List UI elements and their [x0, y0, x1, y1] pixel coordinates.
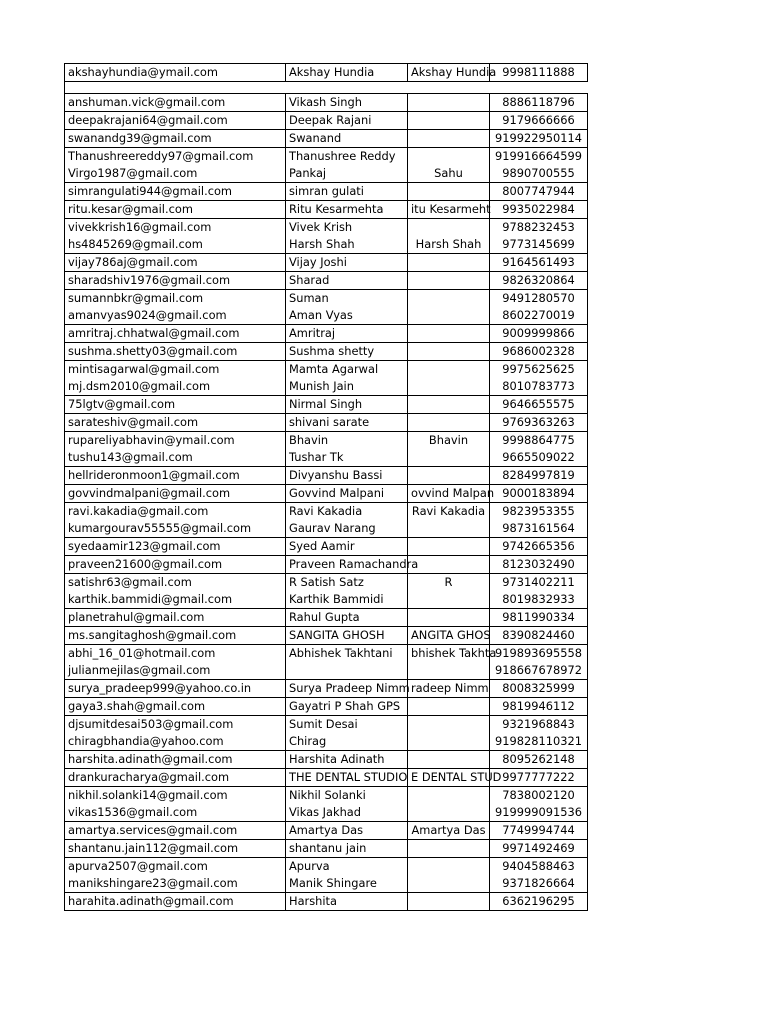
table-row — [65, 556, 588, 574]
name-cell[interactable]: Akshay Hundia — [286, 64, 408, 82]
name-cell[interactable] — [286, 662, 408, 680]
email-cell[interactable]: sushma.shetty03@gmail.com — [65, 343, 286, 361]
email-cell[interactable]: sarateshiv@gmail.com — [65, 414, 286, 432]
table-row — [65, 751, 588, 769]
phone-cell[interactable]: 9321968843 — [490, 716, 588, 734]
table-row — [65, 538, 588, 556]
alt-name-cell[interactable] — [408, 520, 490, 538]
phone-cell[interactable]: 918667678972 — [490, 662, 588, 680]
table-row — [65, 325, 588, 343]
phone-cell[interactable]: 9665509022 — [490, 449, 588, 467]
name-cell[interactable]: Ravi Kakadia — [286, 503, 408, 521]
alt-name-cell[interactable] — [408, 272, 490, 290]
email-cell[interactable]: amritraj.chhatwal@gmail.com — [65, 325, 286, 343]
alt-name-cell[interactable]: itu Kesarmeht — [408, 201, 490, 219]
name-cell[interactable]: Surya Pradeep Nimm — [286, 680, 408, 698]
table-row — [65, 503, 588, 521]
email-cell[interactable]: praveen21600@gmail.com — [65, 556, 286, 574]
table-row — [65, 183, 588, 201]
phone-cell[interactable]: 8010783773 — [490, 378, 588, 396]
alt-name-cell[interactable] — [408, 840, 490, 858]
name-cell[interactable]: Harshita Adinath — [286, 751, 408, 769]
alt-name-cell[interactable] — [408, 467, 490, 485]
phone-cell[interactable]: 9873161564 — [490, 520, 588, 538]
alt-name-cell[interactable] — [408, 325, 490, 343]
name-cell[interactable]: Abhishek Takhtani — [286, 645, 408, 663]
alt-name-cell[interactable] — [408, 112, 490, 130]
email-cell[interactable]: drankuracharya@gmail.com — [65, 769, 286, 787]
phone-cell[interactable]: 8019832933 — [490, 591, 588, 609]
table-row — [65, 272, 588, 290]
table-row — [65, 662, 588, 680]
alt-name-cell[interactable]: Harsh Shah — [408, 236, 490, 254]
alt-name-cell[interactable]: E DENTAL STUD — [408, 769, 490, 787]
alt-name-cell[interactable] — [408, 307, 490, 325]
phone-cell[interactable]: 9646655575 — [490, 396, 588, 414]
alt-name-cell[interactable]: radeep Nimm — [408, 680, 490, 698]
table-row — [65, 787, 588, 805]
alt-name-cell[interactable] — [408, 130, 490, 148]
alt-name-cell[interactable] — [408, 148, 490, 166]
name-cell[interactable]: Munish Jain — [286, 378, 408, 396]
email-cell[interactable]: amartya.services@gmail.com — [65, 822, 286, 840]
table-row — [65, 307, 588, 325]
alt-name-cell[interactable] — [408, 556, 490, 574]
phone-cell[interactable]: 9935022984 — [490, 201, 588, 219]
phone-cell[interactable]: 9773145699 — [490, 236, 588, 254]
table-row — [65, 290, 588, 308]
name-cell[interactable]: Manik Shingare — [286, 875, 408, 893]
table-row — [65, 716, 588, 734]
name-cell[interactable]: Sumit Desai — [286, 716, 408, 734]
phone-cell[interactable]: 8602270019 — [490, 307, 588, 325]
spreadsheet — [64, 63, 587, 911]
email-cell[interactable]: mintisagarwal@gmail.com — [65, 361, 286, 379]
phone-cell[interactable]: 8095262148 — [490, 751, 588, 769]
email-cell[interactable]: surya_pradeep999@yahoo.co.in — [65, 680, 286, 698]
phone-cell[interactable]: 7749994744 — [490, 822, 588, 840]
alt-name-cell[interactable] — [408, 343, 490, 361]
phone-cell[interactable]: 9742665356 — [490, 538, 588, 556]
name-cell[interactable]: Mamta Agarwal — [286, 361, 408, 379]
contacts-table — [64, 63, 588, 911]
table-row — [65, 343, 588, 361]
table-row — [65, 485, 588, 503]
table-row — [65, 574, 588, 592]
table-row — [65, 680, 588, 698]
name-cell[interactable]: Swanand — [286, 130, 408, 148]
phone-cell[interactable]: 9811990334 — [490, 609, 588, 627]
blank-row — [65, 82, 588, 94]
email-cell[interactable]: apurva2507@gmail.com — [65, 858, 286, 876]
name-cell[interactable]: Harshita — [286, 893, 408, 911]
phone-cell[interactable]: 9404588463 — [490, 858, 588, 876]
alt-name-cell[interactable]: Bhavin — [408, 432, 490, 450]
email-cell[interactable]: swanandg39@gmail.com — [65, 130, 286, 148]
table-row — [65, 822, 588, 840]
table-row — [65, 858, 588, 876]
phone-cell[interactable]: 9686002328 — [490, 343, 588, 361]
email-cell[interactable]: harahita.adinath@gmail.com — [65, 893, 286, 911]
email-cell[interactable]: rupareliyabhavin@ymail.com — [65, 432, 286, 450]
table-row — [65, 520, 588, 538]
table-row — [65, 361, 588, 379]
email-cell[interactable]: karthik.bammidi@gmail.com — [65, 591, 286, 609]
alt-name-cell[interactable] — [408, 378, 490, 396]
name-cell[interactable]: Gaurav Narang — [286, 520, 408, 538]
name-cell[interactable]: Amritraj — [286, 325, 408, 343]
email-cell[interactable]: harshita.adinath@gmail.com — [65, 751, 286, 769]
phone-cell[interactable]: 8390824460 — [490, 627, 588, 645]
alt-name-cell[interactable] — [408, 538, 490, 556]
name-cell[interactable]: Sushma shetty — [286, 343, 408, 361]
name-cell[interactable]: Amartya Das — [286, 822, 408, 840]
phone-cell[interactable]: 919922950114 — [490, 130, 588, 148]
alt-name-cell[interactable] — [408, 219, 490, 237]
name-cell[interactable]: Vivek Krish — [286, 219, 408, 237]
name-cell[interactable]: Bhavin — [286, 432, 408, 450]
alt-name-cell[interactable]: Ravi Kakadia — [408, 503, 490, 521]
name-cell[interactable]: Rahul Gupta — [286, 609, 408, 627]
name-cell[interactable]: Pankaj — [286, 165, 408, 183]
phone-cell[interactable]: 7838002120 — [490, 787, 588, 805]
table-row — [65, 201, 588, 219]
email-cell[interactable]: nikhil.solanki14@gmail.com — [65, 787, 286, 805]
phone-cell[interactable]: 9998864775 — [490, 432, 588, 450]
alt-name-cell[interactable] — [408, 94, 490, 112]
phone-cell[interactable]: 9826320864 — [490, 272, 588, 290]
phone-cell[interactable]: 9998111888 — [490, 64, 588, 82]
table-row — [65, 733, 588, 751]
phone-cell[interactable]: 6362196295 — [490, 893, 588, 911]
phone-cell[interactable]: 919893695558 — [490, 645, 588, 663]
email-cell[interactable]: amanvyas9024@gmail.com — [65, 307, 286, 325]
name-cell[interactable]: Chirag — [286, 733, 408, 751]
alt-name-cell[interactable] — [408, 254, 490, 272]
alt-name-cell[interactable] — [408, 787, 490, 805]
name-cell[interactable]: Vikash Singh — [286, 94, 408, 112]
alt-name-cell[interactable] — [408, 716, 490, 734]
table-row — [65, 396, 588, 414]
table-row — [65, 165, 588, 183]
email-cell[interactable]: mj.dsm2010@gmail.com — [65, 378, 286, 396]
alt-name-cell[interactable]: ANGITA GHOS — [408, 627, 490, 645]
email-cell[interactable]: gaya3.shah@gmail.com — [65, 698, 286, 716]
phone-cell[interactable]: 9009999866 — [490, 325, 588, 343]
alt-name-cell[interactable] — [408, 591, 490, 609]
table-row — [65, 840, 588, 858]
name-cell[interactable]: Vijay Joshi — [286, 254, 408, 272]
email-cell[interactable]: ms.sangitaghosh@gmail.com — [65, 627, 286, 645]
phone-cell[interactable]: 919999091536 — [490, 804, 588, 822]
phone-cell[interactable]: 9890700555 — [490, 165, 588, 183]
email-cell[interactable]: hs4845269@gmail.com — [65, 236, 286, 254]
email-cell[interactable]: djsumitdesai503@gmail.com — [65, 716, 286, 734]
email-cell[interactable]: ravi.kakadia@gmail.com — [65, 503, 286, 521]
phone-cell[interactable]: 8008325999 — [490, 680, 588, 698]
phone-cell[interactable]: 919828110321 — [490, 733, 588, 751]
phone-cell[interactable]: 9000183894 — [490, 485, 588, 503]
name-cell[interactable]: shantanu jain — [286, 840, 408, 858]
alt-name-cell[interactable] — [408, 290, 490, 308]
table-row — [65, 432, 588, 450]
table-row — [65, 769, 588, 787]
table-row — [65, 236, 588, 254]
email-cell[interactable]: vikas1536@gmail.com — [65, 804, 286, 822]
email-cell[interactable]: govvindmalpani@gmail.com — [65, 485, 286, 503]
table-row — [65, 875, 588, 893]
email-cell[interactable]: ritu.kesar@gmail.com — [65, 201, 286, 219]
phone-cell[interactable]: 9371826664 — [490, 875, 588, 893]
phone-cell[interactable]: 9971492469 — [490, 840, 588, 858]
email-cell[interactable]: abhi_16_01@hotmail.com — [65, 645, 286, 663]
phone-cell[interactable]: 8123032490 — [490, 556, 588, 574]
name-cell[interactable]: Nikhil Solanki — [286, 787, 408, 805]
table-row — [65, 467, 588, 485]
name-cell[interactable]: Syed Aamir — [286, 538, 408, 556]
name-cell[interactable]: Aman Vyas — [286, 307, 408, 325]
table-row — [65, 94, 588, 112]
table-row — [65, 112, 588, 130]
email-cell[interactable]: hellrideronmoon1@gmail.com — [65, 467, 286, 485]
phone-cell[interactable]: 9769363263 — [490, 414, 588, 432]
phone-cell[interactable]: 9975625625 — [490, 361, 588, 379]
phone-cell[interactable]: 9977777222 — [490, 769, 588, 787]
name-cell[interactable]: Govvind Malpani — [286, 485, 408, 503]
email-cell[interactable]: 75lgtv@gmail.com — [65, 396, 286, 414]
email-cell[interactable]: vivekkrish16@gmail.com — [65, 219, 286, 237]
name-cell[interactable]: Suman — [286, 290, 408, 308]
phone-cell[interactable]: 9491280570 — [490, 290, 588, 308]
alt-name-cell[interactable] — [408, 662, 490, 680]
alt-name-cell[interactable] — [408, 858, 490, 876]
name-cell[interactable]: simran gulati — [286, 183, 408, 201]
table-row — [65, 414, 588, 432]
name-cell[interactable]: SANGITA GHOSH — [286, 627, 408, 645]
email-cell[interactable]: sharadshiv1976@gmail.com — [65, 272, 286, 290]
name-cell[interactable]: R Satish Satz — [286, 574, 408, 592]
alt-name-cell[interactable]: R — [408, 574, 490, 592]
alt-name-cell[interactable]: Sahu — [408, 165, 490, 183]
phone-cell[interactable]: 9823953355 — [490, 503, 588, 521]
table-row — [65, 378, 588, 396]
alt-name-cell[interactable] — [408, 751, 490, 769]
name-cell[interactable]: THE DENTAL STUDIO — [286, 769, 408, 787]
table-row — [65, 804, 588, 822]
table-row — [65, 449, 588, 467]
phone-cell[interactable]: 9164561493 — [490, 254, 588, 272]
alt-name-cell[interactable] — [408, 396, 490, 414]
table-row — [65, 627, 588, 645]
name-cell[interactable]: Sharad — [286, 272, 408, 290]
name-cell[interactable]: Apurva — [286, 858, 408, 876]
alt-name-cell[interactable] — [408, 733, 490, 751]
table-row — [65, 893, 588, 911]
email-cell[interactable]: simrangulati944@gmail.com — [65, 183, 286, 201]
table-row — [65, 64, 588, 82]
name-cell[interactable]: Harsh Shah — [286, 236, 408, 254]
email-cell[interactable]: Thanushreereddy97@gmail.com — [65, 148, 286, 166]
alt-name-cell[interactable]: Akshay Hundia — [408, 64, 490, 82]
email-cell[interactable]: deepakrajani64@gmail.com — [65, 112, 286, 130]
name-cell[interactable]: Praveen Ramachandra — [286, 556, 408, 574]
phone-cell[interactable]: 8886118796 — [490, 94, 588, 112]
name-cell[interactable]: Karthik Bammidi — [286, 591, 408, 609]
email-cell[interactable]: sumannbkr@gmail.com — [65, 290, 286, 308]
email-cell[interactable]: julianmejilas@gmail.com — [65, 662, 286, 680]
alt-name-cell[interactable]: bhishek Takhta — [408, 645, 490, 663]
phone-cell[interactable]: 9788232453 — [490, 219, 588, 237]
email-cell[interactable]: chiragbhandia@yahoo.com — [65, 733, 286, 751]
table-row — [65, 645, 588, 663]
alt-name-cell[interactable] — [408, 698, 490, 716]
alt-name-cell[interactable] — [408, 414, 490, 432]
table-row — [65, 219, 588, 237]
name-cell[interactable]: Vikas Jakhad — [286, 804, 408, 822]
name-cell[interactable]: Ritu Kesarmehta — [286, 201, 408, 219]
email-cell[interactable]: akshayhundia@ymail.com — [65, 64, 286, 82]
email-cell[interactable]: syedaamir123@gmail.com — [65, 538, 286, 556]
alt-name-cell[interactable] — [408, 449, 490, 467]
name-cell[interactable]: Divyanshu Bassi — [286, 467, 408, 485]
email-cell[interactable]: shantanu.jain112@gmail.com — [65, 840, 286, 858]
alt-name-cell[interactable]: Amartya Das — [408, 822, 490, 840]
name-cell[interactable]: Nirmal Singh — [286, 396, 408, 414]
email-cell[interactable]: manikshingare23@gmail.com — [65, 875, 286, 893]
alt-name-cell[interactable] — [408, 804, 490, 822]
email-cell[interactable]: satishr63@gmail.com — [65, 574, 286, 592]
table-row — [65, 698, 588, 716]
alt-name-cell[interactable] — [408, 893, 490, 911]
name-cell[interactable]: Gayatri P Shah GPS — [286, 698, 408, 716]
table-row — [65, 591, 588, 609]
email-cell[interactable]: Virgo1987@gmail.com — [65, 165, 286, 183]
email-cell[interactable]: tushu143@gmail.com — [65, 449, 286, 467]
table-row — [65, 148, 588, 166]
alt-name-cell[interactable]: ovvind Malpan — [408, 485, 490, 503]
email-cell[interactable]: planetrahul@gmail.com — [65, 609, 286, 627]
name-cell[interactable]: Tushar Tk — [286, 449, 408, 467]
phone-cell[interactable]: 9819946112 — [490, 698, 588, 716]
name-cell[interactable]: Thanushree Reddy — [286, 148, 408, 166]
phone-cell[interactable]: 9179666666 — [490, 112, 588, 130]
alt-name-cell[interactable] — [408, 361, 490, 379]
email-cell[interactable]: kumargourav55555@gmail.com — [65, 520, 286, 538]
email-cell[interactable]: anshuman.vick@gmail.com — [65, 94, 286, 112]
name-cell[interactable]: shivani sarate — [286, 414, 408, 432]
table-row — [65, 130, 588, 148]
phone-cell[interactable]: 8007747944 — [490, 183, 588, 201]
alt-name-cell[interactable] — [408, 875, 490, 893]
phone-cell[interactable]: 919916664599 — [490, 148, 588, 166]
name-cell[interactable]: Deepak Rajani — [286, 112, 408, 130]
table-row — [65, 254, 588, 272]
alt-name-cell[interactable] — [408, 183, 490, 201]
alt-name-cell[interactable] — [408, 609, 490, 627]
phone-cell[interactable]: 9731402211 — [490, 574, 588, 592]
phone-cell[interactable]: 8284997819 — [490, 467, 588, 485]
table-row — [65, 609, 588, 627]
email-cell[interactable]: vijay786aj@gmail.com — [65, 254, 286, 272]
